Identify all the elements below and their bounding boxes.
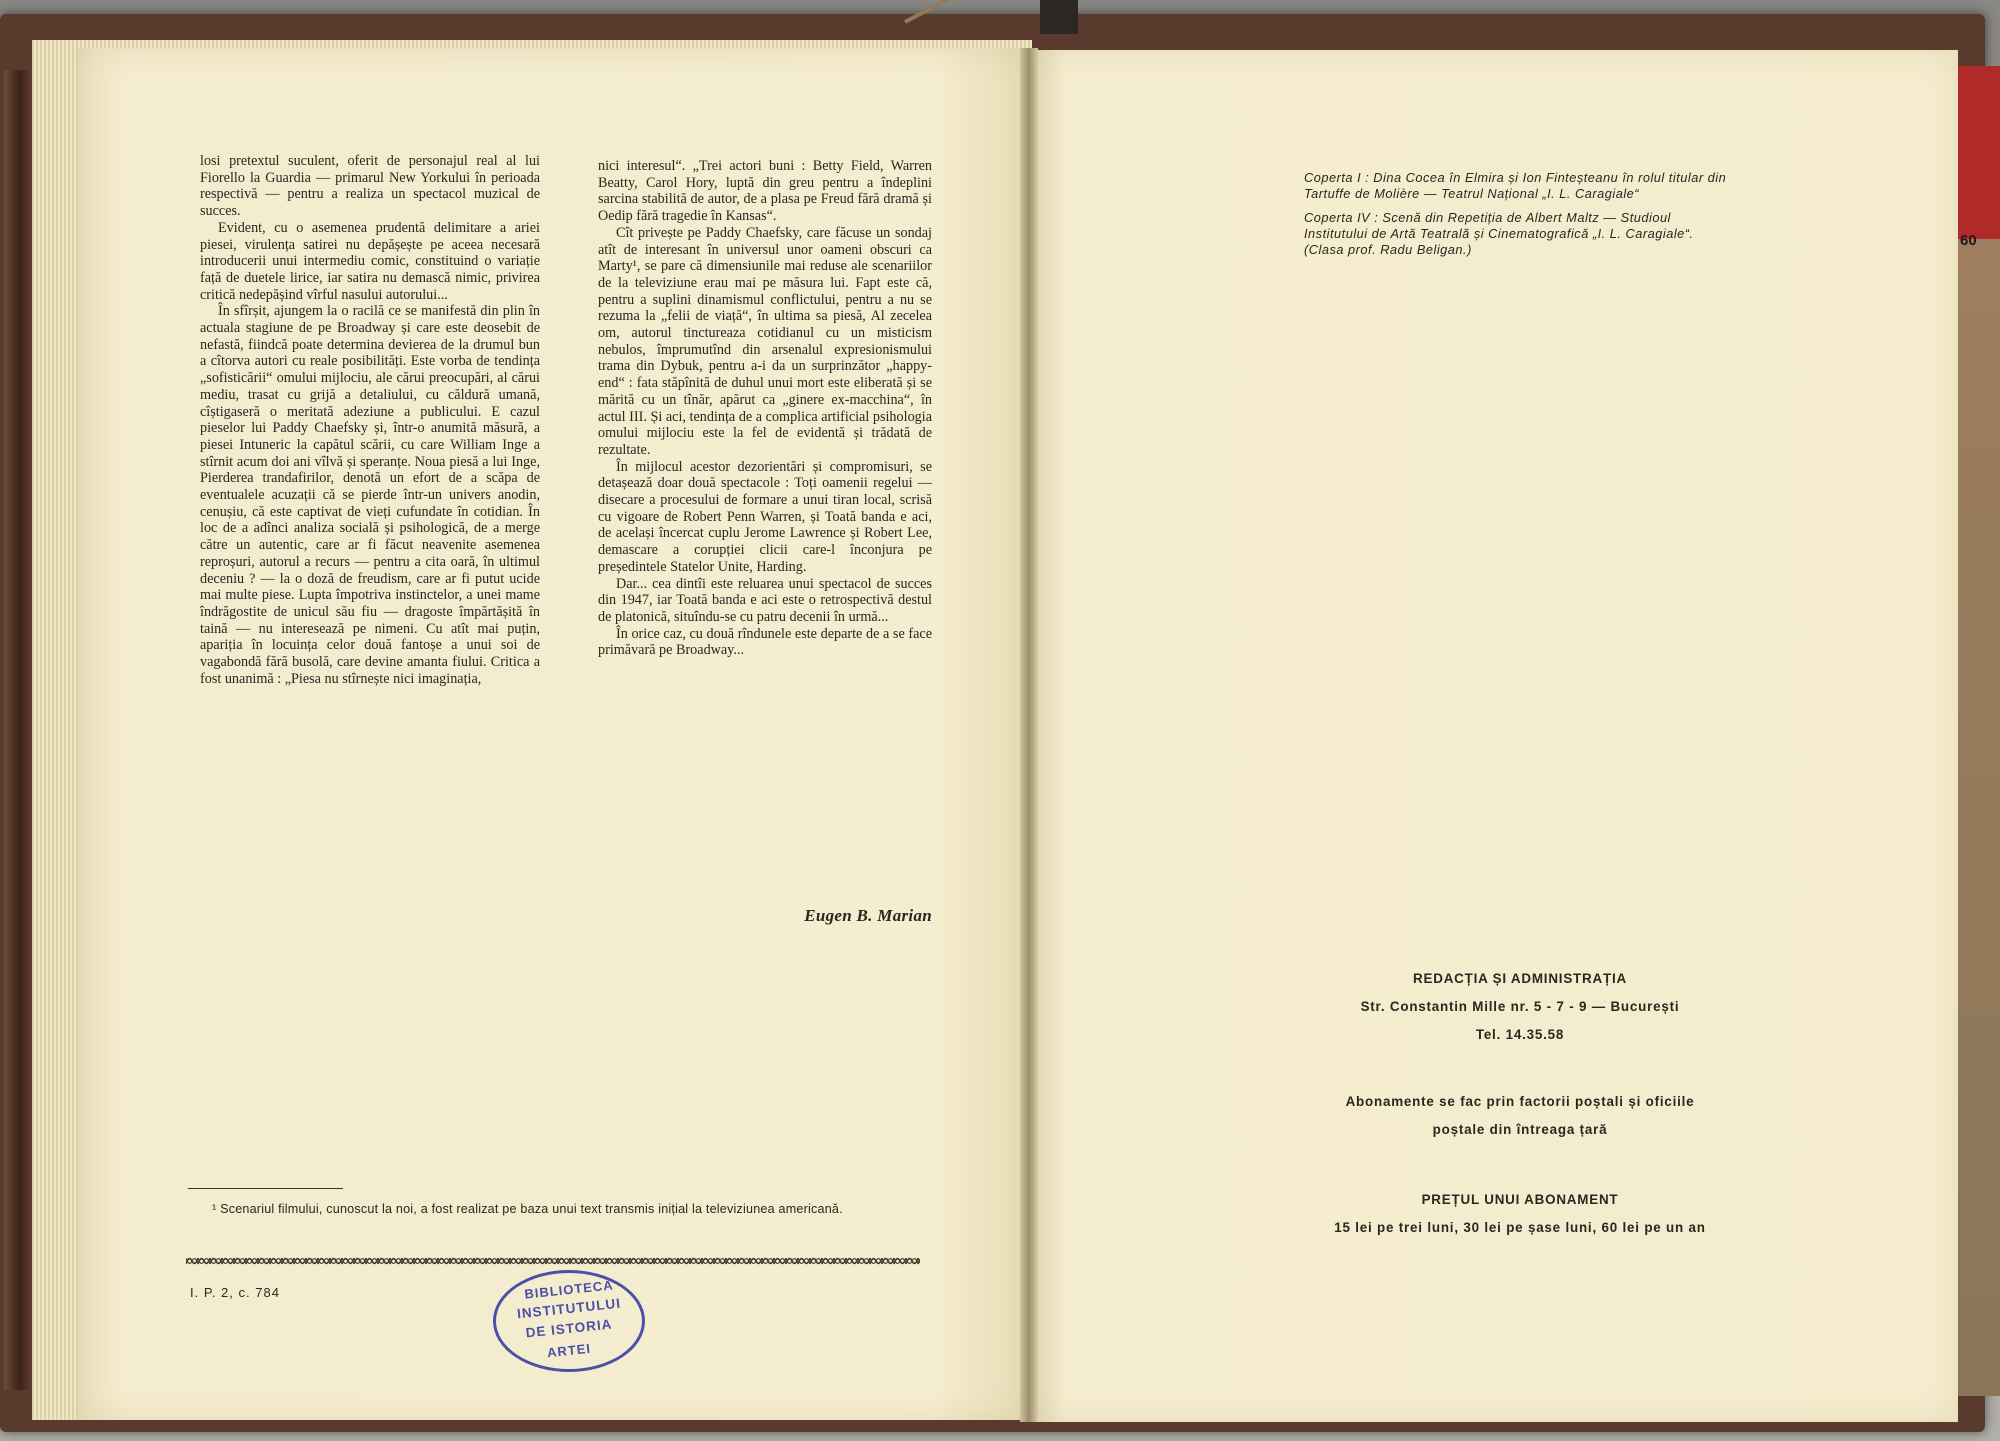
article-column-left [200, 153, 540, 688]
printer-code: I. P. 2, c. 784 [190, 1285, 280, 1300]
article-paragraph: nici interesul“. „Trei actori buni : Betty Field, Warren Beatty, Carol Hory, luptă din greu pentru a îndeplini sarcina stabilită de autor, de a plasa pe Freud fără dramă și Oedip fără tragedie în Kansas“. [598, 158, 932, 225]
library-stamp [493, 1270, 645, 1372]
article-paragraph: În sfîrșit, ajungem la o racilă ce se manifestă din plin în actuala stagiune de pe Broadway și care este deosebit de nefastă, fiindcă poate determina devierea de la drumul bun a cîtorva autori cu reale posibilități. Este vorba de tendința „sofisticării“ omului mijlociu, ale cărui preocupări, al cărui mediu, trasat cu grijă a detaliului, cu căldură umană, cîștigaseră o meritată adeziune a publicului. E cazul pieselor lui Paddy Chaefsky și, într-o anumită măsură, a piesei Intuneric la capătul scării, cu care William Inge a stîrnit acum doi ani vîlvă și speranțe. Noua piesă a lui Inge, Pierderea trandafirilor, denotă un efort de a scăpa de eventualele acuzații că se pierde într-un univers anodin, cenușiu, că este captivat de vieți cufundate în cotidian. În loc de a adînci analiza socială și psihologică, de a merge către un autentic, care ar fi făcut neavenite asemenea reproșuri, autorul a recurs — pentru a cita oară, în ultimul deceniu ? — la o doză de freudism, care ar fi putut ucide mai multe piese. Lupta împotriva instinctelor, a unei mame îndrăgostite de unicul său fiu — dragoste împărtășită în taină — nu interesează pe nimeni. Cu atît mai puțin, apariția în locuința celor două fantoșe a unui soi de vagabondă fără busolă, care devine amanta fiului. Critica a fost unanimă : „Piesa nu stîrnește nici imaginația, [200, 303, 540, 687]
article-paragraph: Evident, cu o asemenea prudentă delimitare a ariei piesei, virulența satirei nu depășește pe aceea necesară introducerii unui intermediu comic, constituind o variație față de duetele lirice, iar satira nu demască nimic, privirea critică nedepășind vîrful nasului autorului... [200, 219, 540, 303]
footnote-divider [188, 1188, 343, 1189]
article-column-right [598, 158, 932, 659]
stamp-text: DE ISTORIA [524, 1316, 614, 1341]
adjacent-book-number: 60 [1960, 232, 1977, 249]
cover-credit-front: Coperta I : Dina Cocea în Elmira și Ion Finteșteanu în rolul titular din Tartuffe de Molière — Teatrul Național „I. L. Caragiale“ [1304, 170, 1727, 201]
article-paragraph: Cît privește pe Paddy Chaefsky, care făcuse un sondaj atît de interesant în universul unor oameni obscuri ca Marty¹, se pare că dimensiunile mai reduse ale scenariilor de la televiziune erau mai pe măsura lui. Fapt este că, pentru a suplini dinamismul conflictului, pentru a nu se rezuma la „felii de viață“, în ultima sa piesă, Al zecelea om, autorul tinctureaza cotidianul cu un misticism nebulos, împrumutînd din arsenalul expresionismului trama din Dybuk, pentru a-i da un surprinzător „happy-end“ : fata stăpînită de duhul unui mort este eliberată și se mărită cu un tînăr, apărut ca „ginere ex-macchina“, în actul III. Și aci, tendința de a complica artificial psihologia omului mijlociu este la fel de evidentă și trădată de rezultate. [598, 224, 932, 458]
subscription-info-block [1300, 1088, 1740, 1144]
editorial-office-title: REDACȚIA ȘI ADMINISTRAȚIA [1413, 971, 1627, 986]
article-paragraph: Dar... cea dintîi este reluarea unui spectacol de succes din 1947, iar Toată banda e aci este o retrospectivă destul de platonică, situîndu-se cu patru decenii în urmă... [598, 575, 932, 625]
book-gutter [1020, 48, 1038, 1422]
subscription-price-title: PREȚUL UNUI ABONAMENT [1421, 1192, 1619, 1207]
editorial-office-block [1300, 965, 1740, 1049]
article-paragraph: În orice caz, cu două rîndunele este departe de a se face primăvară pe Broadway... [598, 625, 932, 659]
stamp-text: ARTEI [546, 1340, 592, 1361]
subscription-price-block [1300, 1186, 1740, 1242]
article-paragraph: losi pretextul suculent, oferit de personajul real al lui Fiorello la Guardia — primarul New Yorkului în perioada respectivă — pentru a realiza un spectacol muzical de succes. [200, 153, 540, 220]
decorative-wave-border [186, 1252, 920, 1270]
subscription-price-details: 15 lei pe trei luni, 30 lei pe șase luni, 60 lei pe un an [1334, 1220, 1706, 1235]
stamp-text: BIBLIOTECA [523, 1277, 615, 1302]
cover-credits [1304, 170, 1732, 266]
stamp-text: INSTITUTULUI [516, 1295, 622, 1322]
subscription-info-line: poștale din întreaga țară [1432, 1122, 1608, 1137]
subscription-info-line: Abonamente se fac prin factorii poștali și oficiile [1345, 1094, 1695, 1109]
article-paragraph: În mijlocul acestor dezorientări și compromisuri, se detașează doar două spectacole : Toți oamenii regelui — disecare a procesului de formare a unui tiran local, scrisă cu vigoare de Robert Penn Warren, și Toată banda e aci, de același încercat cuplu Jerome Lawrence și Robert Lee, demascare a corupției clicii care-l înconjura pe președintele Statelor Unite, Harding. [598, 458, 932, 575]
adjacent-book-edge [1958, 66, 2000, 1396]
book-spine [4, 70, 30, 1390]
footnote: ¹ Scenariul filmului, cunoscut la noi, a fost realizat pe baza unui text transmis inițial la televiziunea americană. [212, 1202, 843, 1216]
editorial-office-address: Str. Constantin Mille nr. 5 - 7 - 9 — București [1360, 999, 1680, 1014]
scanner-clip [1040, 0, 1078, 34]
editorial-office-phone: Tel. 14.35.58 [1475, 1027, 1565, 1042]
cover-credit-back: Coperta IV : Scenă din Repetiția de Albert Maltz — Studioul Institutului de Artă Teatrală și Cinematografică „I. L. Caragiale“. (Clasa prof. Radu Beligan.) [1304, 210, 1694, 257]
author-signature: Eugen B. Marian [804, 906, 932, 925]
